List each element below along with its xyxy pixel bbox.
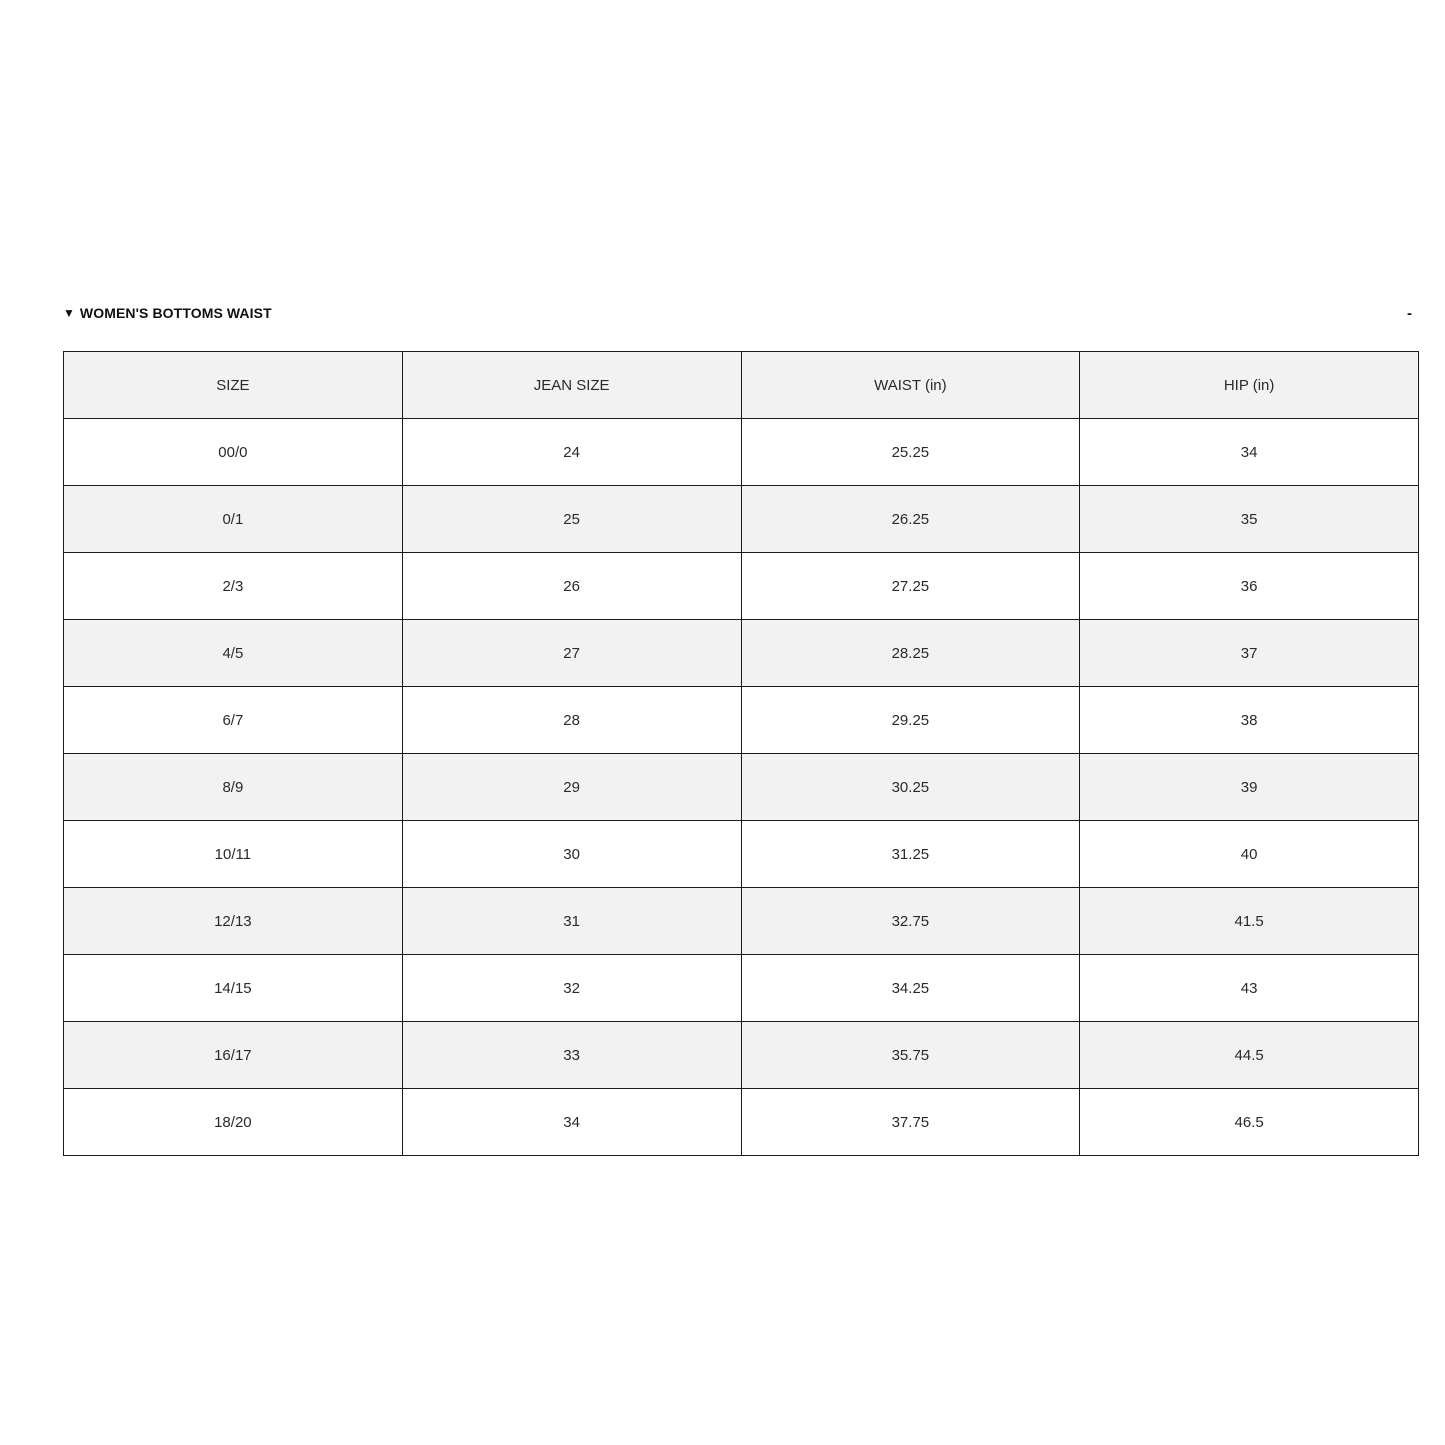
- cell-hip: 44.5: [1080, 1022, 1419, 1089]
- header-jean-size: JEAN SIZE: [402, 352, 741, 419]
- cell-hip: 38: [1080, 687, 1419, 754]
- cell-jean-size: 32: [402, 955, 741, 1022]
- section-header[interactable]: [63, 296, 1419, 330]
- table-row: [64, 419, 1419, 486]
- cell-hip: 37: [1080, 620, 1419, 687]
- table-row: [64, 821, 1419, 888]
- cell-size: 4/5: [64, 620, 403, 687]
- table-row: [64, 687, 1419, 754]
- cell-jean-size: 30: [402, 821, 741, 888]
- cell-waist: 34.25: [741, 955, 1080, 1022]
- cell-hip: 46.5: [1080, 1089, 1419, 1156]
- cell-size: 6/7: [64, 687, 403, 754]
- size-table: [63, 351, 1419, 1156]
- header-waist: WAIST (in): [741, 352, 1080, 419]
- cell-waist: 28.25: [741, 620, 1080, 687]
- cell-hip: 35: [1080, 486, 1419, 553]
- cell-size: 00/0: [64, 419, 403, 486]
- cell-waist: 37.75: [741, 1089, 1080, 1156]
- cell-jean-size: 24: [402, 419, 741, 486]
- cell-jean-size: 33: [402, 1022, 741, 1089]
- table-row: [64, 1089, 1419, 1156]
- cell-waist: 31.25: [741, 821, 1080, 888]
- table-header-row: [64, 352, 1419, 419]
- cell-size: 12/13: [64, 888, 403, 955]
- cell-hip: 39: [1080, 754, 1419, 821]
- cell-size: 18/20: [64, 1089, 403, 1156]
- table-row: [64, 955, 1419, 1022]
- cell-hip: 43: [1080, 955, 1419, 1022]
- cell-waist: 35.75: [741, 1022, 1080, 1089]
- cell-size: 0/1: [64, 486, 403, 553]
- cell-jean-size: 27: [402, 620, 741, 687]
- triangle-down-icon[interactable]: ▼: [63, 306, 75, 320]
- table-row: [64, 553, 1419, 620]
- header-hip: HIP (in): [1080, 352, 1419, 419]
- cell-waist: 26.25: [741, 486, 1080, 553]
- table-row: [64, 888, 1419, 955]
- table-row: [64, 1022, 1419, 1089]
- cell-size: 16/17: [64, 1022, 403, 1089]
- cell-jean-size: 28: [402, 687, 741, 754]
- size-chart-section: [63, 296, 1419, 1156]
- cell-hip: 41.5: [1080, 888, 1419, 955]
- cell-jean-size: 25: [402, 486, 741, 553]
- cell-size: 2/3: [64, 553, 403, 620]
- cell-size: 10/11: [64, 821, 403, 888]
- table-row: [64, 486, 1419, 553]
- cell-size: 14/15: [64, 955, 403, 1022]
- cell-hip: 40: [1080, 821, 1419, 888]
- cell-jean-size: 29: [402, 754, 741, 821]
- section-title-wrap: [63, 305, 272, 321]
- header-size: SIZE: [64, 352, 403, 419]
- cell-jean-size: 34: [402, 1089, 741, 1156]
- table-row: [64, 620, 1419, 687]
- cell-hip: 36: [1080, 553, 1419, 620]
- cell-waist: 25.25: [741, 419, 1080, 486]
- cell-waist: 29.25: [741, 687, 1080, 754]
- cell-waist: 32.75: [741, 888, 1080, 955]
- table-row: [64, 754, 1419, 821]
- cell-jean-size: 26: [402, 553, 741, 620]
- cell-size: 8/9: [64, 754, 403, 821]
- cell-jean-size: 31: [402, 888, 741, 955]
- collapse-button[interactable]: -: [1407, 304, 1412, 322]
- cell-hip: 34: [1080, 419, 1419, 486]
- cell-waist: 27.25: [741, 553, 1080, 620]
- cell-waist: 30.25: [741, 754, 1080, 821]
- section-title: WOMEN'S BOTTOMS WAIST: [79, 305, 272, 321]
